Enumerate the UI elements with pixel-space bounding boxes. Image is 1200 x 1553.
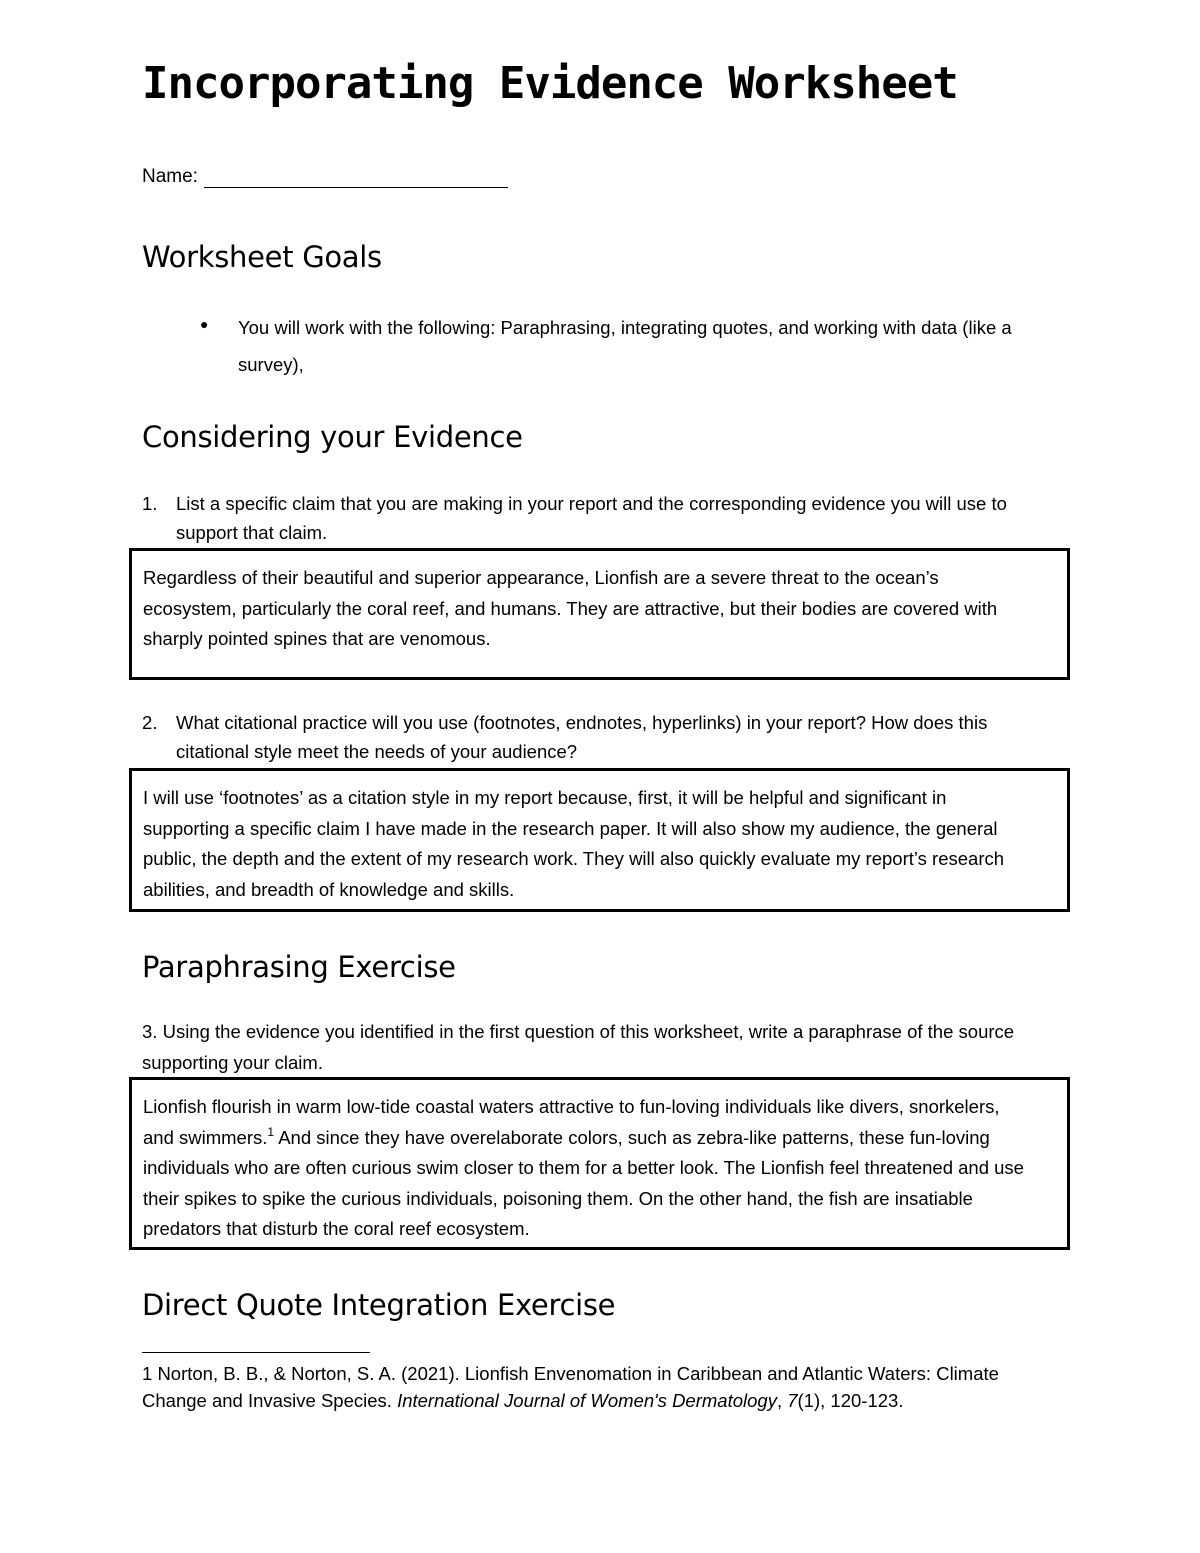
question-3-number: 3. xyxy=(142,1021,158,1042)
name-field xyxy=(142,166,508,188)
answer-2-text: I will use ‘footnotes’ as a citation style in my report because, first, it will be helpful and significant in supporting a specific claim I have made in the research paper. It will also show my audience, the general public, the depth and the extent of my research work. They will also quickly evaluate my report’s research abilities, and breadth of knowledge and skills. xyxy=(143,787,1005,900)
answer-3-part2: And since they have overelaborate colors, such as zebra-like patterns, these fun-loving individuals who are often curious swim closer to them for a better look. The Lionfish feel threatened and use their spikes to spike the curious individuals, poisoning them. On the other hand, the fish are insatiable predators that disturb the coral reef ecosystem. xyxy=(143,1126,1024,1239)
footnote-number: 1 xyxy=(142,1363,153,1384)
answer-box-2[interactable] xyxy=(129,768,1070,912)
answer-3-text xyxy=(143,1092,1033,1245)
question-2-text: What citational practice will you use (footnotes, endnotes, hyperlinks) in your report? How does this citational style meet the needs of your audience? xyxy=(176,712,988,762)
answer-3-part1: Lionfish flourish in warm low-tide coastal waters attractive to fun-loving individuals like divers, snorkelers, and swimmers. xyxy=(143,1096,1000,1148)
footnote-volume: 7 xyxy=(787,1390,798,1411)
name-label: Name: xyxy=(142,166,198,187)
goals-bullet-text: You will work with the following: Paraphrasing, integrating quotes, and working with data (like a survey), xyxy=(238,317,1012,375)
footnote-reference[interactable]: 1 xyxy=(267,1124,275,1139)
question-3-text: Using the evidence you identified in the first question of this worksheet, write a paraphrase of the source supporting your claim. xyxy=(142,1021,1015,1073)
question-1-text: List a specific claim that you are making in your report and the corresponding evidence you will use to support that claim. xyxy=(176,493,1007,543)
answer-box-1[interactable] xyxy=(129,548,1070,680)
direct-quote-heading: Direct Quote Integration Exercise xyxy=(142,1288,616,1322)
question-1-number: 1. xyxy=(142,493,158,514)
name-blank-line[interactable] xyxy=(204,167,508,188)
footnote-authors: Norton, B. B., & Norton, S. A. (2021). Lionfish Envenomation in Caribbean and Atlantic Waters: Climate Change and Invasive Species. xyxy=(142,1363,999,1411)
goals-heading: Worksheet Goals xyxy=(142,240,382,274)
footnote-pages: , 120-123. xyxy=(820,1390,904,1411)
footnote-journal: International Journal of Women's Dermatology xyxy=(397,1390,777,1411)
bullet-icon: ● xyxy=(200,316,209,332)
question-2 xyxy=(142,708,1062,766)
question-3 xyxy=(142,1016,1062,1078)
footnote-separator xyxy=(142,1352,370,1353)
footnote-issue: (1) xyxy=(797,1390,821,1411)
worksheet-title: Incorporating Evidence Worksheet xyxy=(142,58,958,109)
footnote: 1 Norton, B. B., & Norton, S. A. (2021). Lionfish Envenomation in Caribbean and Atlantic Waters: Climate Change and Invasive Species. International Journal of Women's Dermatology, 7(1), 120-123. xyxy=(142,1363,999,1411)
answer-box-3[interactable] xyxy=(129,1077,1070,1250)
question-2-number: 2. xyxy=(142,712,158,733)
question-1 xyxy=(142,489,1062,547)
goals-bullet-item xyxy=(200,309,1070,383)
considering-heading: Considering your Evidence xyxy=(142,420,523,454)
paraphrasing-heading: Paraphrasing Exercise xyxy=(142,950,456,984)
answer-1-text: Regardless of their beautiful and superior appearance, Lionfish are a severe threat to the ocean’s ecosystem, particularly the coral reef, and humans. They are attractive, but their bodies are covered with sharply pointed spines that are venomous. xyxy=(143,567,998,649)
